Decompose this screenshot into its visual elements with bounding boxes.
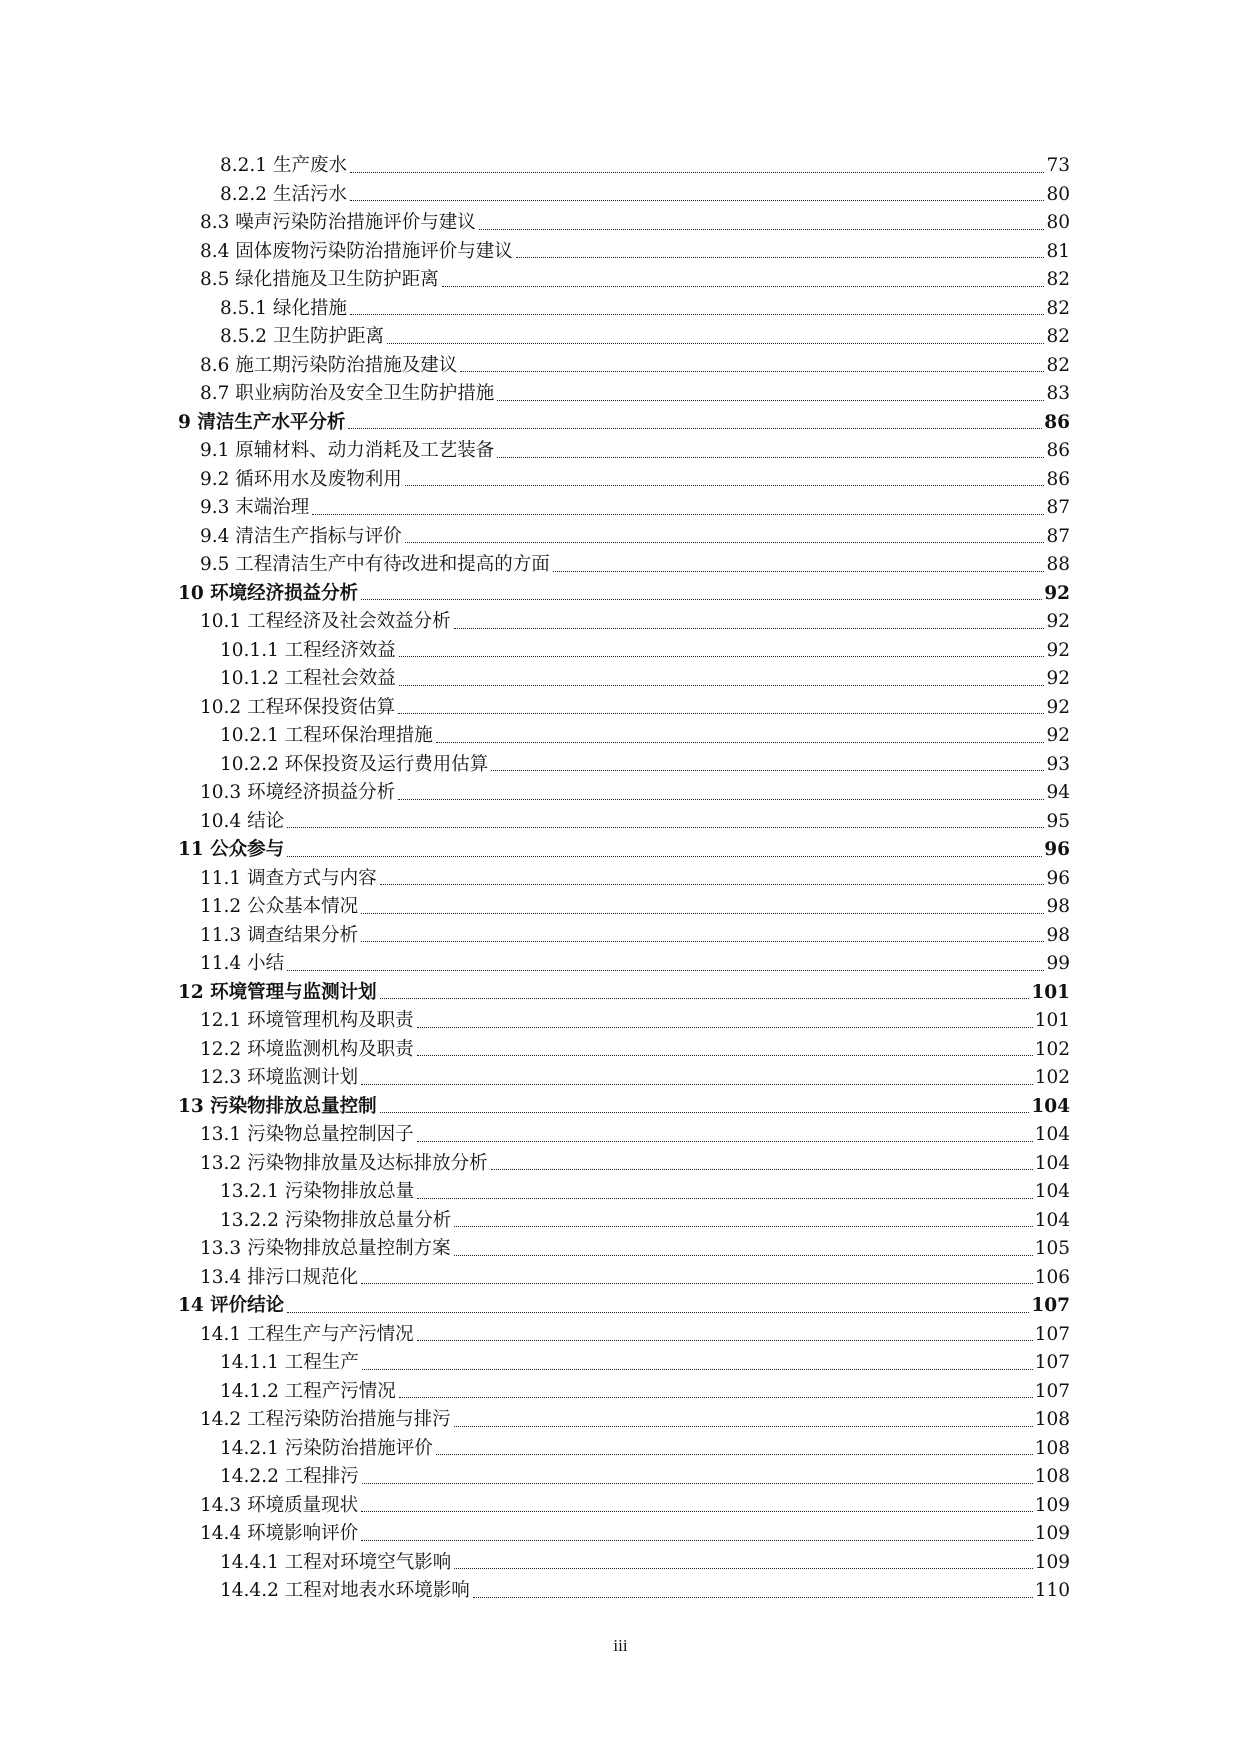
toc-entry[interactable] xyxy=(178,1235,1070,1264)
toc-entry-title: 10 环境经济损益分析 xyxy=(178,582,359,604)
toc-entry-title: 14.4.2 工程对地表水环境影响 xyxy=(220,1580,470,1601)
dot-leader xyxy=(417,1141,1033,1142)
toc-entry[interactable] xyxy=(178,238,1070,267)
toc-entry-page: 106 xyxy=(1034,1266,1070,1288)
toc-entry-title: 13.2.2 污染物排放总量分析 xyxy=(220,1209,452,1231)
toc-entry-title: 10.3 环境经济损益分析 xyxy=(200,782,396,803)
toc-entry-page: 101 xyxy=(1034,1010,1070,1031)
toc-entry[interactable] xyxy=(178,694,1070,723)
toc-entry[interactable] xyxy=(178,494,1070,523)
toc-entry[interactable] xyxy=(178,1321,1070,1350)
dot-leader xyxy=(454,1568,1032,1569)
toc-entry-page: 87 xyxy=(1046,497,1070,518)
dot-leader xyxy=(287,827,1044,828)
toc-entry[interactable] xyxy=(178,865,1070,894)
toc-entry-title: 14.4 环境影响评价 xyxy=(200,1523,359,1544)
toc-entry-page: 82 xyxy=(1046,269,1070,290)
toc-entry[interactable] xyxy=(178,209,1070,238)
toc-entry-page: 110 xyxy=(1034,1580,1070,1601)
dot-leader xyxy=(417,1198,1032,1199)
toc-entry-page: 98 xyxy=(1046,896,1070,917)
toc-entry[interactable] xyxy=(178,779,1070,808)
dot-leader xyxy=(399,685,1045,686)
toc-entry-title: 10.1.1 工程经济效益 xyxy=(220,639,396,661)
dot-leader xyxy=(380,1112,1030,1113)
toc-entry-title: 14.3 环境质量现状 xyxy=(200,1494,359,1516)
dot-leader xyxy=(516,257,1045,258)
toc-entry-title: 14.1 工程生产与产污情况 xyxy=(200,1323,414,1345)
toc-entry-page: 104 xyxy=(1031,1095,1070,1117)
toc-entry[interactable] xyxy=(178,808,1070,837)
toc-entry-title: 13.2 污染物排放量及达标排放分析 xyxy=(200,1152,488,1174)
toc-entry-page: 92 xyxy=(1046,696,1070,718)
toc-entry-page: 73 xyxy=(1046,155,1070,176)
toc-entry[interactable] xyxy=(178,608,1070,637)
toc-entry-title: 8.5 绿化措施及卫生防护距离 xyxy=(200,269,439,290)
dot-leader xyxy=(405,542,1045,543)
toc-entry-page: 95 xyxy=(1046,810,1070,832)
toc-entry[interactable] xyxy=(178,181,1070,210)
toc-entry[interactable] xyxy=(178,551,1070,580)
toc-entry-page: 88 xyxy=(1046,554,1070,575)
toc-entry-title: 12.3 环境监测计划 xyxy=(200,1067,359,1088)
toc-entry[interactable] xyxy=(178,1492,1070,1521)
dot-leader xyxy=(405,485,1045,486)
toc-entry-page: 86 xyxy=(1046,440,1070,461)
dot-leader xyxy=(362,1483,1033,1484)
dot-leader xyxy=(454,628,1045,629)
toc-entry[interactable] xyxy=(178,437,1070,466)
toc-entry[interactable] xyxy=(178,1178,1070,1207)
toc-entry-page: 86 xyxy=(1046,468,1070,490)
dot-leader xyxy=(380,884,1045,885)
toc-entry-title: 10.2.2 环保投资及运行费用估算 xyxy=(220,753,489,775)
toc-entry-title: 11.2 公众基本情况 xyxy=(200,896,359,917)
toc-entry[interactable] xyxy=(178,352,1070,381)
toc-entry-title: 13.2.1 污染物排放总量 xyxy=(220,1181,415,1202)
dot-leader xyxy=(398,799,1044,800)
toc-entry-page: 108 xyxy=(1034,1437,1070,1459)
toc-entry-title: 12 环境管理与监测计划 xyxy=(178,981,377,1003)
toc-entry-title: 13.1 污染物总量控制因子 xyxy=(200,1124,414,1145)
toc-entry-title: 10.1.2 工程社会效益 xyxy=(220,668,396,689)
toc-entry-page: 82 xyxy=(1046,297,1070,319)
dot-leader xyxy=(436,1454,1033,1455)
toc-entry[interactable] xyxy=(178,266,1070,295)
toc-entry-page: 93 xyxy=(1046,753,1070,775)
dot-leader xyxy=(417,1340,1033,1341)
toc-entry-title: 13.3 污染物排放总量控制方案 xyxy=(200,1238,451,1259)
toc-entry-title: 8.5.2 卫生防护距离 xyxy=(220,326,384,347)
toc-entry[interactable] xyxy=(178,1093,1070,1122)
toc-entry[interactable] xyxy=(178,1435,1070,1464)
toc-entry[interactable] xyxy=(178,922,1070,951)
toc-entry-page: 92 xyxy=(1046,611,1070,632)
toc-entry-title: 9 清洁生产水平分析 xyxy=(178,411,346,433)
toc-entry-page: 92 xyxy=(1046,639,1070,661)
toc-entry-page: 107 xyxy=(1034,1352,1070,1373)
toc-entry-page: 109 xyxy=(1034,1551,1070,1573)
toc-entry[interactable] xyxy=(178,1349,1070,1378)
toc-entry-page: 102 xyxy=(1034,1067,1070,1088)
toc-entry[interactable] xyxy=(178,523,1070,552)
toc-entry-title: 14 评价结论 xyxy=(178,1295,285,1316)
toc-entry-title: 9.1 原辅材料、动力消耗及工艺装备 xyxy=(200,440,495,461)
toc-entry-title: 8.3 噪声污染防治措施评价与建议 xyxy=(200,212,476,233)
dot-leader xyxy=(398,713,1044,714)
toc-entry-title: 13.4 排污口规范化 xyxy=(200,1266,359,1288)
toc-entry[interactable] xyxy=(178,1549,1070,1578)
dot-leader xyxy=(454,1226,1032,1227)
toc-entry[interactable] xyxy=(178,665,1070,694)
dot-leader xyxy=(442,286,1045,287)
toc-entry-page: 80 xyxy=(1046,212,1070,233)
toc-entry-title: 8.4 固体废物污染防治措施评价与建议 xyxy=(200,240,513,262)
table-of-contents xyxy=(178,152,1070,1606)
toc-entry-page: 107 xyxy=(1034,1323,1070,1345)
toc-entry-title: 14.2.1 污染防治措施评价 xyxy=(220,1437,433,1459)
toc-entry-title: 8.2.1 生产废水 xyxy=(220,155,347,176)
toc-entry-title: 10.4 结论 xyxy=(200,810,285,832)
dot-leader xyxy=(417,1027,1033,1028)
toc-entry[interactable] xyxy=(178,152,1070,181)
toc-entry[interactable] xyxy=(178,1520,1070,1549)
dot-leader xyxy=(361,1283,1033,1284)
toc-entry-title: 9.4 清洁生产指标与评价 xyxy=(200,525,402,547)
toc-entry-page: 104 xyxy=(1034,1209,1070,1231)
toc-entry[interactable] xyxy=(178,1378,1070,1407)
dot-leader xyxy=(387,343,1044,344)
toc-entry-page: 99 xyxy=(1046,953,1070,974)
toc-entry-title: 12.2 环境监测机构及职责 xyxy=(200,1038,414,1060)
toc-entry-page: 107 xyxy=(1034,1380,1070,1402)
toc-entry-title: 8.7 职业病防治及安全卫生防护措施 xyxy=(200,383,495,404)
toc-entry-title: 8.6 施工期污染防治措施及建议 xyxy=(200,354,458,376)
toc-entry-page: 108 xyxy=(1034,1466,1070,1487)
toc-entry[interactable] xyxy=(178,722,1070,751)
dot-leader xyxy=(350,200,1045,201)
dot-leader xyxy=(460,371,1044,372)
dot-leader xyxy=(436,742,1045,743)
toc-entry[interactable] xyxy=(178,1036,1070,1065)
toc-entry-page: 86 xyxy=(1044,411,1070,433)
toc-entry[interactable] xyxy=(178,1007,1070,1036)
toc-entry-page: 104 xyxy=(1034,1181,1070,1202)
toc-entry-page: 83 xyxy=(1046,383,1070,404)
dot-leader xyxy=(491,1169,1033,1170)
toc-entry-title: 8.5.1 绿化措施 xyxy=(220,297,347,319)
toc-entry-title: 8.2.2 生活污水 xyxy=(220,183,347,205)
toc-entry[interactable] xyxy=(178,1207,1070,1236)
dot-leader xyxy=(361,1511,1033,1512)
dot-leader xyxy=(312,514,1044,515)
toc-entry-title: 14.2.2 工程排污 xyxy=(220,1466,359,1487)
toc-entry-title: 10.2.1 工程环保治理措施 xyxy=(220,725,433,746)
toc-entry-title: 11.4 小结 xyxy=(200,953,285,974)
dot-leader xyxy=(361,1540,1033,1541)
toc-entry-title: 9.2 循环用水及废物利用 xyxy=(200,468,402,490)
dot-leader xyxy=(350,172,1045,173)
toc-entry-page: 101 xyxy=(1031,981,1070,1003)
toc-entry-title: 14.2 工程污染防治措施与排污 xyxy=(200,1409,451,1430)
toc-entry-title: 11.3 调查结果分析 xyxy=(200,924,359,946)
toc-entry-title: 14.1.1 工程生产 xyxy=(220,1352,359,1373)
toc-entry-page: 82 xyxy=(1046,326,1070,347)
dot-leader xyxy=(362,1369,1033,1370)
toc-entry-page: 92 xyxy=(1044,582,1070,604)
dot-leader xyxy=(361,599,1042,600)
toc-entry-page: 96 xyxy=(1044,839,1070,860)
dot-leader xyxy=(361,913,1044,914)
dot-leader xyxy=(553,571,1045,572)
toc-entry-page: 109 xyxy=(1034,1494,1070,1516)
dot-leader xyxy=(380,998,1030,999)
dot-leader xyxy=(287,970,1044,971)
toc-entry-page: 102 xyxy=(1034,1038,1070,1060)
toc-entry[interactable] xyxy=(178,580,1070,609)
toc-entry[interactable] xyxy=(178,836,1070,865)
toc-entry-page: 92 xyxy=(1046,668,1070,689)
toc-entry[interactable] xyxy=(178,751,1070,780)
dot-leader xyxy=(348,428,1042,429)
dot-leader xyxy=(497,457,1044,458)
toc-entry-title: 9.3 末端治理 xyxy=(200,497,310,518)
toc-entry[interactable] xyxy=(178,466,1070,495)
toc-entry-title: 10.1 工程经济及社会效益分析 xyxy=(200,611,451,632)
toc-entry[interactable] xyxy=(178,323,1070,352)
dot-leader xyxy=(491,770,1044,771)
toc-entry-page: 80 xyxy=(1046,183,1070,205)
toc-entry-title: 14.1.2 工程产污情况 xyxy=(220,1380,396,1402)
dot-leader xyxy=(287,1312,1029,1313)
page-number: iii xyxy=(613,1636,628,1655)
toc-entry[interactable] xyxy=(178,979,1070,1008)
toc-entry[interactable] xyxy=(178,380,1070,409)
toc-entry[interactable] xyxy=(178,1064,1070,1093)
toc-entry-page: 104 xyxy=(1034,1124,1070,1145)
toc-entry[interactable] xyxy=(178,1264,1070,1293)
dot-leader xyxy=(350,314,1045,315)
toc-entry-title: 10.2 工程环保投资估算 xyxy=(200,696,396,718)
toc-entry-page: 87 xyxy=(1046,525,1070,547)
toc-entry-page: 82 xyxy=(1046,354,1070,376)
dot-leader xyxy=(454,1426,1033,1427)
dot-leader xyxy=(361,941,1044,942)
toc-entry[interactable] xyxy=(178,1150,1070,1179)
toc-entry[interactable] xyxy=(178,1463,1070,1492)
toc-entry-page: 98 xyxy=(1046,924,1070,946)
toc-entry-page: 81 xyxy=(1046,240,1070,262)
toc-entry-page: 105 xyxy=(1034,1238,1070,1259)
toc-entry[interactable] xyxy=(178,950,1070,979)
dot-leader xyxy=(361,1084,1033,1085)
dot-leader xyxy=(399,656,1045,657)
toc-entry-title: 12.1 环境管理机构及职责 xyxy=(200,1010,414,1031)
dot-leader xyxy=(479,229,1045,230)
toc-entry[interactable] xyxy=(178,409,1070,438)
dot-leader xyxy=(417,1055,1033,1056)
toc-entry[interactable] xyxy=(178,1121,1070,1150)
toc-entry-page: 94 xyxy=(1046,782,1070,803)
toc-entry-page: 104 xyxy=(1034,1152,1070,1174)
dot-leader xyxy=(287,856,1042,857)
toc-entry[interactable] xyxy=(178,1406,1070,1435)
toc-entry-title: 13 污染物排放总量控制 xyxy=(178,1095,377,1117)
dot-leader xyxy=(454,1255,1033,1256)
toc-entry-page: 92 xyxy=(1046,725,1070,746)
dot-leader xyxy=(473,1597,1033,1598)
toc-entry[interactable] xyxy=(178,893,1070,922)
toc-entry[interactable] xyxy=(178,637,1070,666)
toc-entry[interactable] xyxy=(178,1292,1070,1321)
toc-entry-title: 9.5 工程清洁生产中有待改进和提高的方面 xyxy=(200,554,550,575)
toc-entry-title: 14.4.1 工程对环境空气影响 xyxy=(220,1551,452,1573)
toc-entry-page: 107 xyxy=(1031,1295,1070,1316)
dot-leader xyxy=(399,1397,1033,1398)
dot-leader xyxy=(497,400,1044,401)
toc-entry-page: 96 xyxy=(1046,867,1070,889)
toc-entry-title: 11.1 调查方式与内容 xyxy=(200,867,377,889)
toc-entry-page: 108 xyxy=(1034,1409,1070,1430)
toc-entry-title: 11 公众参与 xyxy=(178,839,285,860)
toc-entry-page: 109 xyxy=(1034,1523,1070,1544)
toc-entry[interactable] xyxy=(178,295,1070,324)
toc-entry[interactable] xyxy=(178,1577,1070,1606)
